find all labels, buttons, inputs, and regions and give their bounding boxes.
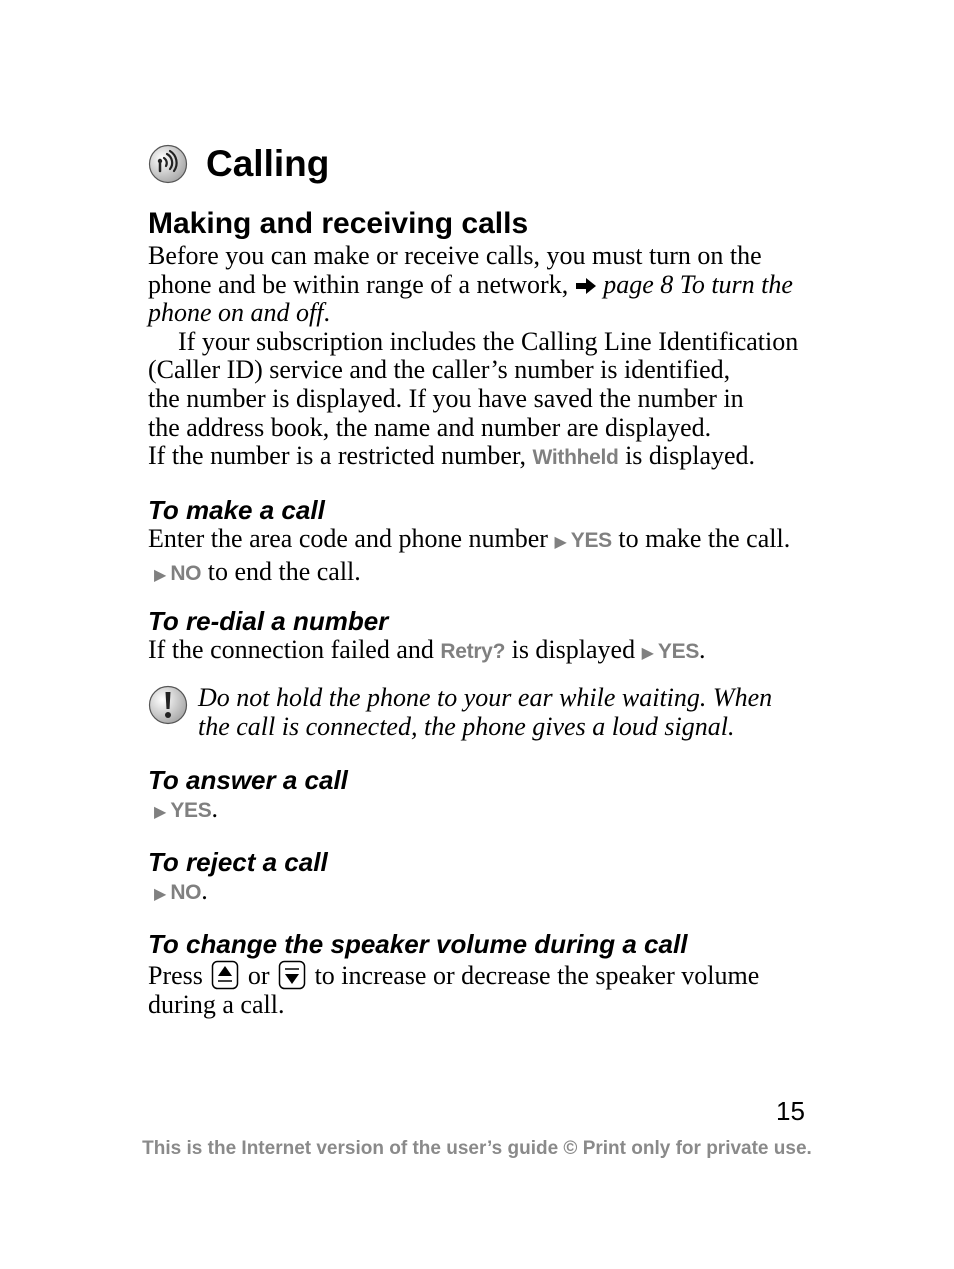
page-reference: page 8 To turn the phone on and off	[148, 269, 793, 328]
volume-body: Press or to increase or decrease the speaker volume during a call.	[148, 961, 760, 1019]
volume-heading: To change the speaker volume during a call	[148, 929, 688, 959]
intro-paragraph-2-line-1: If your subscription includes the Calling Line Identification	[178, 326, 799, 356]
warning-icon	[148, 685, 188, 725]
note-text: Do not hold the phone to your ear while waiting. When the call is connected, the phone gives a loud signal.	[198, 683, 773, 741]
intro-paragraphs	[148, 242, 828, 473]
intro-paragraph-2-line-4: the address book, the name and number are displayed.	[148, 412, 712, 442]
select-arrow-icon: ▶	[641, 645, 654, 662]
redial-body: If the connection failed and Retry? is displayed ▶ YES.	[148, 635, 706, 664]
select-arrow-icon: ▶	[554, 534, 567, 551]
make-call-body: Enter the area code and phone number ▶ YES to make the call. ▶ NO to end the call.	[148, 524, 791, 586]
volume-up-key-icon	[211, 960, 239, 990]
yes-key-label: YES	[170, 799, 212, 822]
yes-key-label: YES	[570, 529, 612, 552]
withheld-label: Withheld	[532, 446, 619, 470]
no-key-label: NO	[170, 881, 202, 904]
answer-body: ▶ YES.	[154, 794, 218, 823]
footer-disclaimer: This is the Internet version of the user’s guide © Print only for private use.	[142, 1138, 812, 1159]
yes-key-label: YES	[657, 640, 700, 663]
intro-paragraph-2-line-5: If the number is a restricted number, Withheld is displayed.	[148, 441, 756, 471]
retry-label: Retry?	[440, 640, 506, 663]
redial-heading: To re-dial a number	[148, 606, 389, 636]
page-title: Calling	[206, 143, 330, 184]
page-number: 15	[776, 1096, 805, 1126]
no-key-label: NO	[170, 561, 202, 585]
intro-paragraph-2-line-2: (Caller ID) service and the caller’s number is identified,	[148, 355, 731, 385]
calling-icon	[148, 144, 188, 184]
volume-down-key-icon	[278, 960, 306, 990]
section-heading: Making and receiving calls	[148, 207, 529, 240]
reject-heading: To reject a call	[148, 847, 328, 877]
intro-paragraph-2-line-3: the number is displayed. If you have saved the number in	[148, 383, 744, 413]
answer-heading: To answer a call	[148, 765, 348, 795]
select-arrow-icon: ▶	[154, 804, 167, 821]
select-arrow-icon: ▶	[154, 886, 167, 903]
select-arrow-icon: ▶	[154, 566, 167, 584]
reject-body: ▶ NO.	[154, 876, 208, 905]
arrow-right-icon	[575, 277, 597, 295]
chapter-header	[148, 140, 329, 188]
make-call-heading: To make a call	[148, 495, 325, 525]
intro-paragraph-1: Before you can make or receive calls, you must turn on the phone and be within range of a network, page 8 To turn the phone on and off.	[148, 241, 793, 328]
